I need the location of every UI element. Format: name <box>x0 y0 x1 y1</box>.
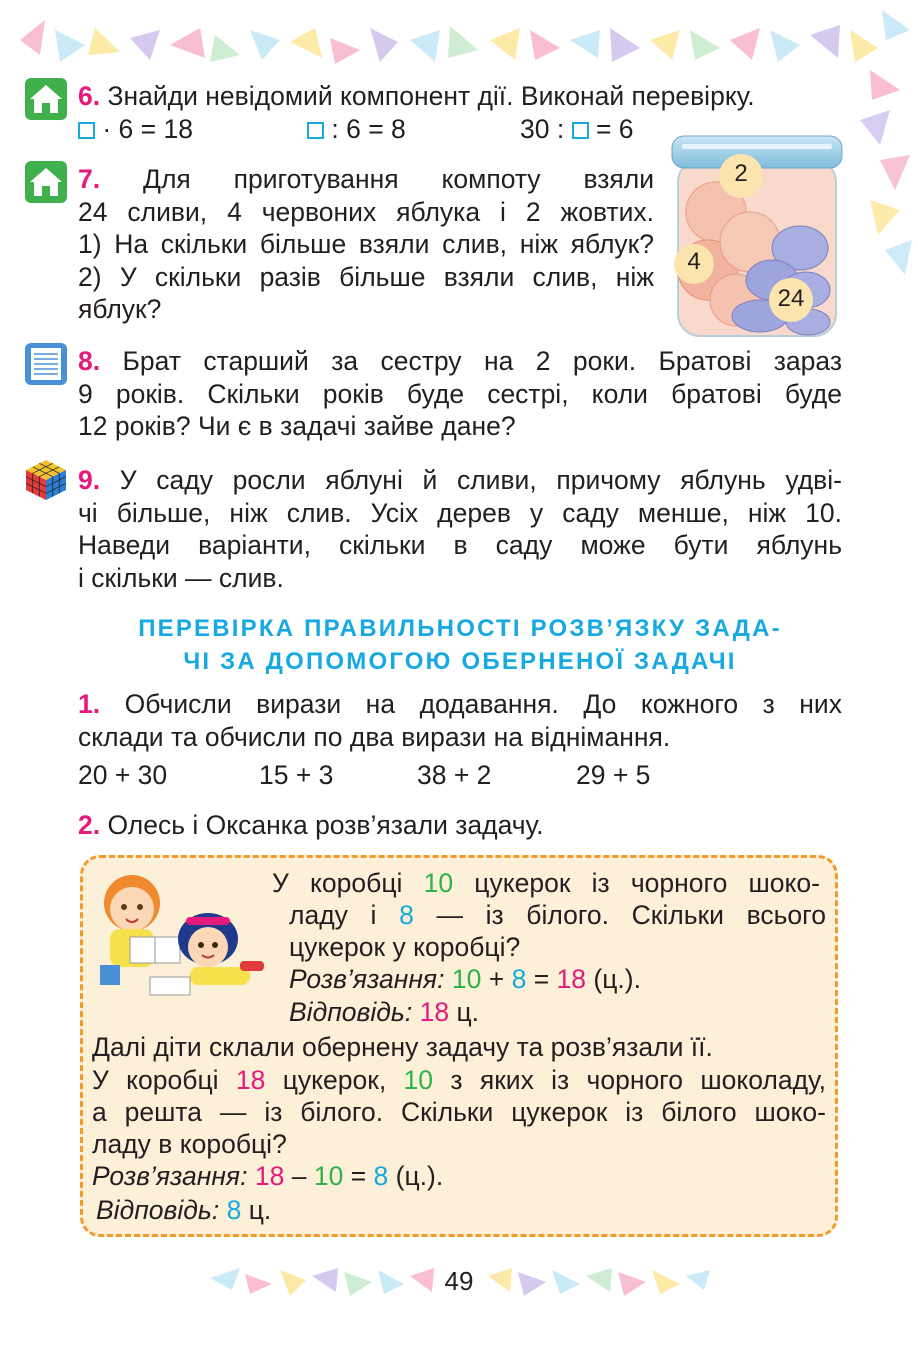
equation-text: · 6 = 18 <box>102 114 193 144</box>
box-inverse-line-2 <box>92 1096 826 1129</box>
children-reading-illustration <box>90 865 270 1005</box>
exercise-line: склади та обчисли по два вирази на віднімання. <box>78 721 671 752</box>
box-answer-2 <box>96 1194 271 1227</box>
box-inverse-intro: Далі діти склали обернену задачу та розв’язали її. <box>92 1032 713 1062</box>
answer-label: Відповідь: <box>289 997 413 1027</box>
unit: (ц.). <box>395 1161 444 1191</box>
number-green: 10 <box>423 868 454 898</box>
box-inverse-line-1 <box>92 1064 826 1097</box>
number-pink: 18 <box>556 964 587 994</box>
task-line: Для приготування компоту взяли <box>143 164 654 194</box>
notebook-icon <box>24 342 68 386</box>
task-line: 24 сливи, 4 червоних яблука і 2 жовтих. <box>78 196 654 227</box>
task6-equation-3 <box>520 113 634 146</box>
exercise1-statement <box>78 688 842 753</box>
task-number: 8. <box>78 346 101 376</box>
solution-label: Розв’язання: <box>92 1161 248 1191</box>
task7-statement <box>78 163 654 326</box>
task-number: 6. <box>78 81 101 111</box>
task-text: Знайди невідомий компонент дії. Виконай перевірку. <box>107 81 755 111</box>
home-icon <box>24 160 68 204</box>
text: з яких із чорного шоколаду, <box>450 1065 827 1095</box>
task-line: 1) На скільки більше взяли слив, ніж яблук? <box>78 229 654 259</box>
expression-4: 29 + 5 <box>576 760 651 790</box>
task6-equation-1 <box>78 113 193 146</box>
unit: ц. <box>248 1195 272 1225</box>
decorative-triangles-right <box>850 100 918 300</box>
section-heading-line: ПЕРЕВІРКА ПРАВИЛЬНОСТІ РОЗВ’ЯЗКУ ЗАДА- <box>138 615 782 642</box>
box-inverse-line-3: ладу в коробці? <box>92 1129 287 1159</box>
exercise2-statement <box>78 809 544 842</box>
section-heading-line: ЧІ ЗА ДОПОМОГОЮ ОБЕРНЕНОЇ ЗАДАЧІ <box>183 648 737 675</box>
number-blue: 8 <box>399 900 414 930</box>
task-line: 9 років. Скільки років буде сестрі, коли братові буде <box>78 378 842 409</box>
equation-text: : 6 = 8 <box>331 114 406 144</box>
text: а решта — із білого. Скільки цукерок із білого шоко- <box>92 1097 826 1127</box>
number-green: 10 <box>403 1065 434 1095</box>
number-pink: 18 <box>419 997 450 1027</box>
unit: ц. <box>456 997 479 1027</box>
number-pink: 18 <box>254 1161 285 1191</box>
section-heading <box>78 612 842 678</box>
number-pink: 18 <box>235 1065 266 1095</box>
task8-statement <box>78 345 842 443</box>
operator: – <box>291 1161 307 1191</box>
number-blue: 8 <box>373 1161 389 1191</box>
home-icon <box>24 77 68 121</box>
operator: + <box>488 964 505 994</box>
expression-2: 15 + 3 <box>259 760 334 790</box>
task9-statement <box>78 464 842 594</box>
operator: = <box>350 1161 367 1191</box>
text: — із білого. Скільки всього <box>436 900 826 930</box>
task-number: 7. <box>78 164 101 194</box>
box-answer-1 <box>289 996 479 1029</box>
box-problem-line-1 <box>272 867 820 900</box>
exercise-text: Олесь і Оксанка розв’язали задачу. <box>107 810 544 840</box>
task-line: Наведи варіанти, скільки в саду може бути яблунь <box>78 530 842 560</box>
box-problem-line-3: цукерок у коробці? <box>289 932 521 962</box>
unit: (ц.). <box>593 964 641 994</box>
answer-label: Відповідь: <box>96 1195 220 1225</box>
jar-label-yellow-apples: 2 <box>734 160 748 187</box>
jar-label-red-apples: 4 <box>687 248 701 275</box>
task-line: чі більше, ніж слив. Усіх дерев у саду менше, ніж 10. <box>78 497 842 528</box>
operator: = <box>533 964 550 994</box>
box-solution-1 <box>289 963 641 996</box>
task-number: 9. <box>78 465 101 495</box>
number-blue: 8 <box>226 1195 242 1225</box>
number-green: 10 <box>451 964 482 994</box>
number-blue: 8 <box>511 964 527 994</box>
task6-statement <box>78 80 842 113</box>
expression-1: 20 + 30 <box>78 760 168 790</box>
task-line: У саду росли яблуні й сливи, причому яблунь удві- <box>119 465 842 495</box>
task-line: і скільки — слив. <box>78 562 284 593</box>
text: У коробці <box>92 1065 219 1095</box>
blank-box <box>572 122 589 139</box>
exercise-number: 2. <box>78 810 101 840</box>
text: цукерок, <box>282 1065 387 1095</box>
text: цукерок із чорного шоко- <box>474 868 820 898</box>
jar-label-plums: 24 <box>777 285 805 312</box>
page-number: 49 <box>444 1266 474 1296</box>
solution-label: Розв’язання: <box>289 964 445 994</box>
exercise-line: Обчисли вирази на додавання. До кожного з них <box>124 689 842 719</box>
expression-3: 38 + 2 <box>417 760 492 790</box>
task-line: яблук? <box>78 294 162 324</box>
box-problem-line-2 <box>289 899 826 932</box>
exercise-number: 1. <box>78 689 101 719</box>
task-line: 2) У скільки разів більше взяли слив, ніж <box>78 261 654 292</box>
task-line: Брат старший за сестру на 2 роки. Братові зараз <box>122 346 842 376</box>
rubiks-cube-icon <box>24 458 68 502</box>
blank-box <box>78 122 95 139</box>
equation-text: 30 : <box>520 114 565 144</box>
text: У коробці <box>272 868 403 898</box>
text: ладу і <box>289 900 377 930</box>
task6-equation-2 <box>307 113 406 146</box>
equation-text: = 6 <box>595 114 634 144</box>
task-line: 12 років? Чи є в задачі зайве дане? <box>78 411 516 441</box>
blank-box <box>307 122 324 139</box>
number-green: 10 <box>313 1161 344 1191</box>
box-solution-2 <box>92 1160 443 1193</box>
